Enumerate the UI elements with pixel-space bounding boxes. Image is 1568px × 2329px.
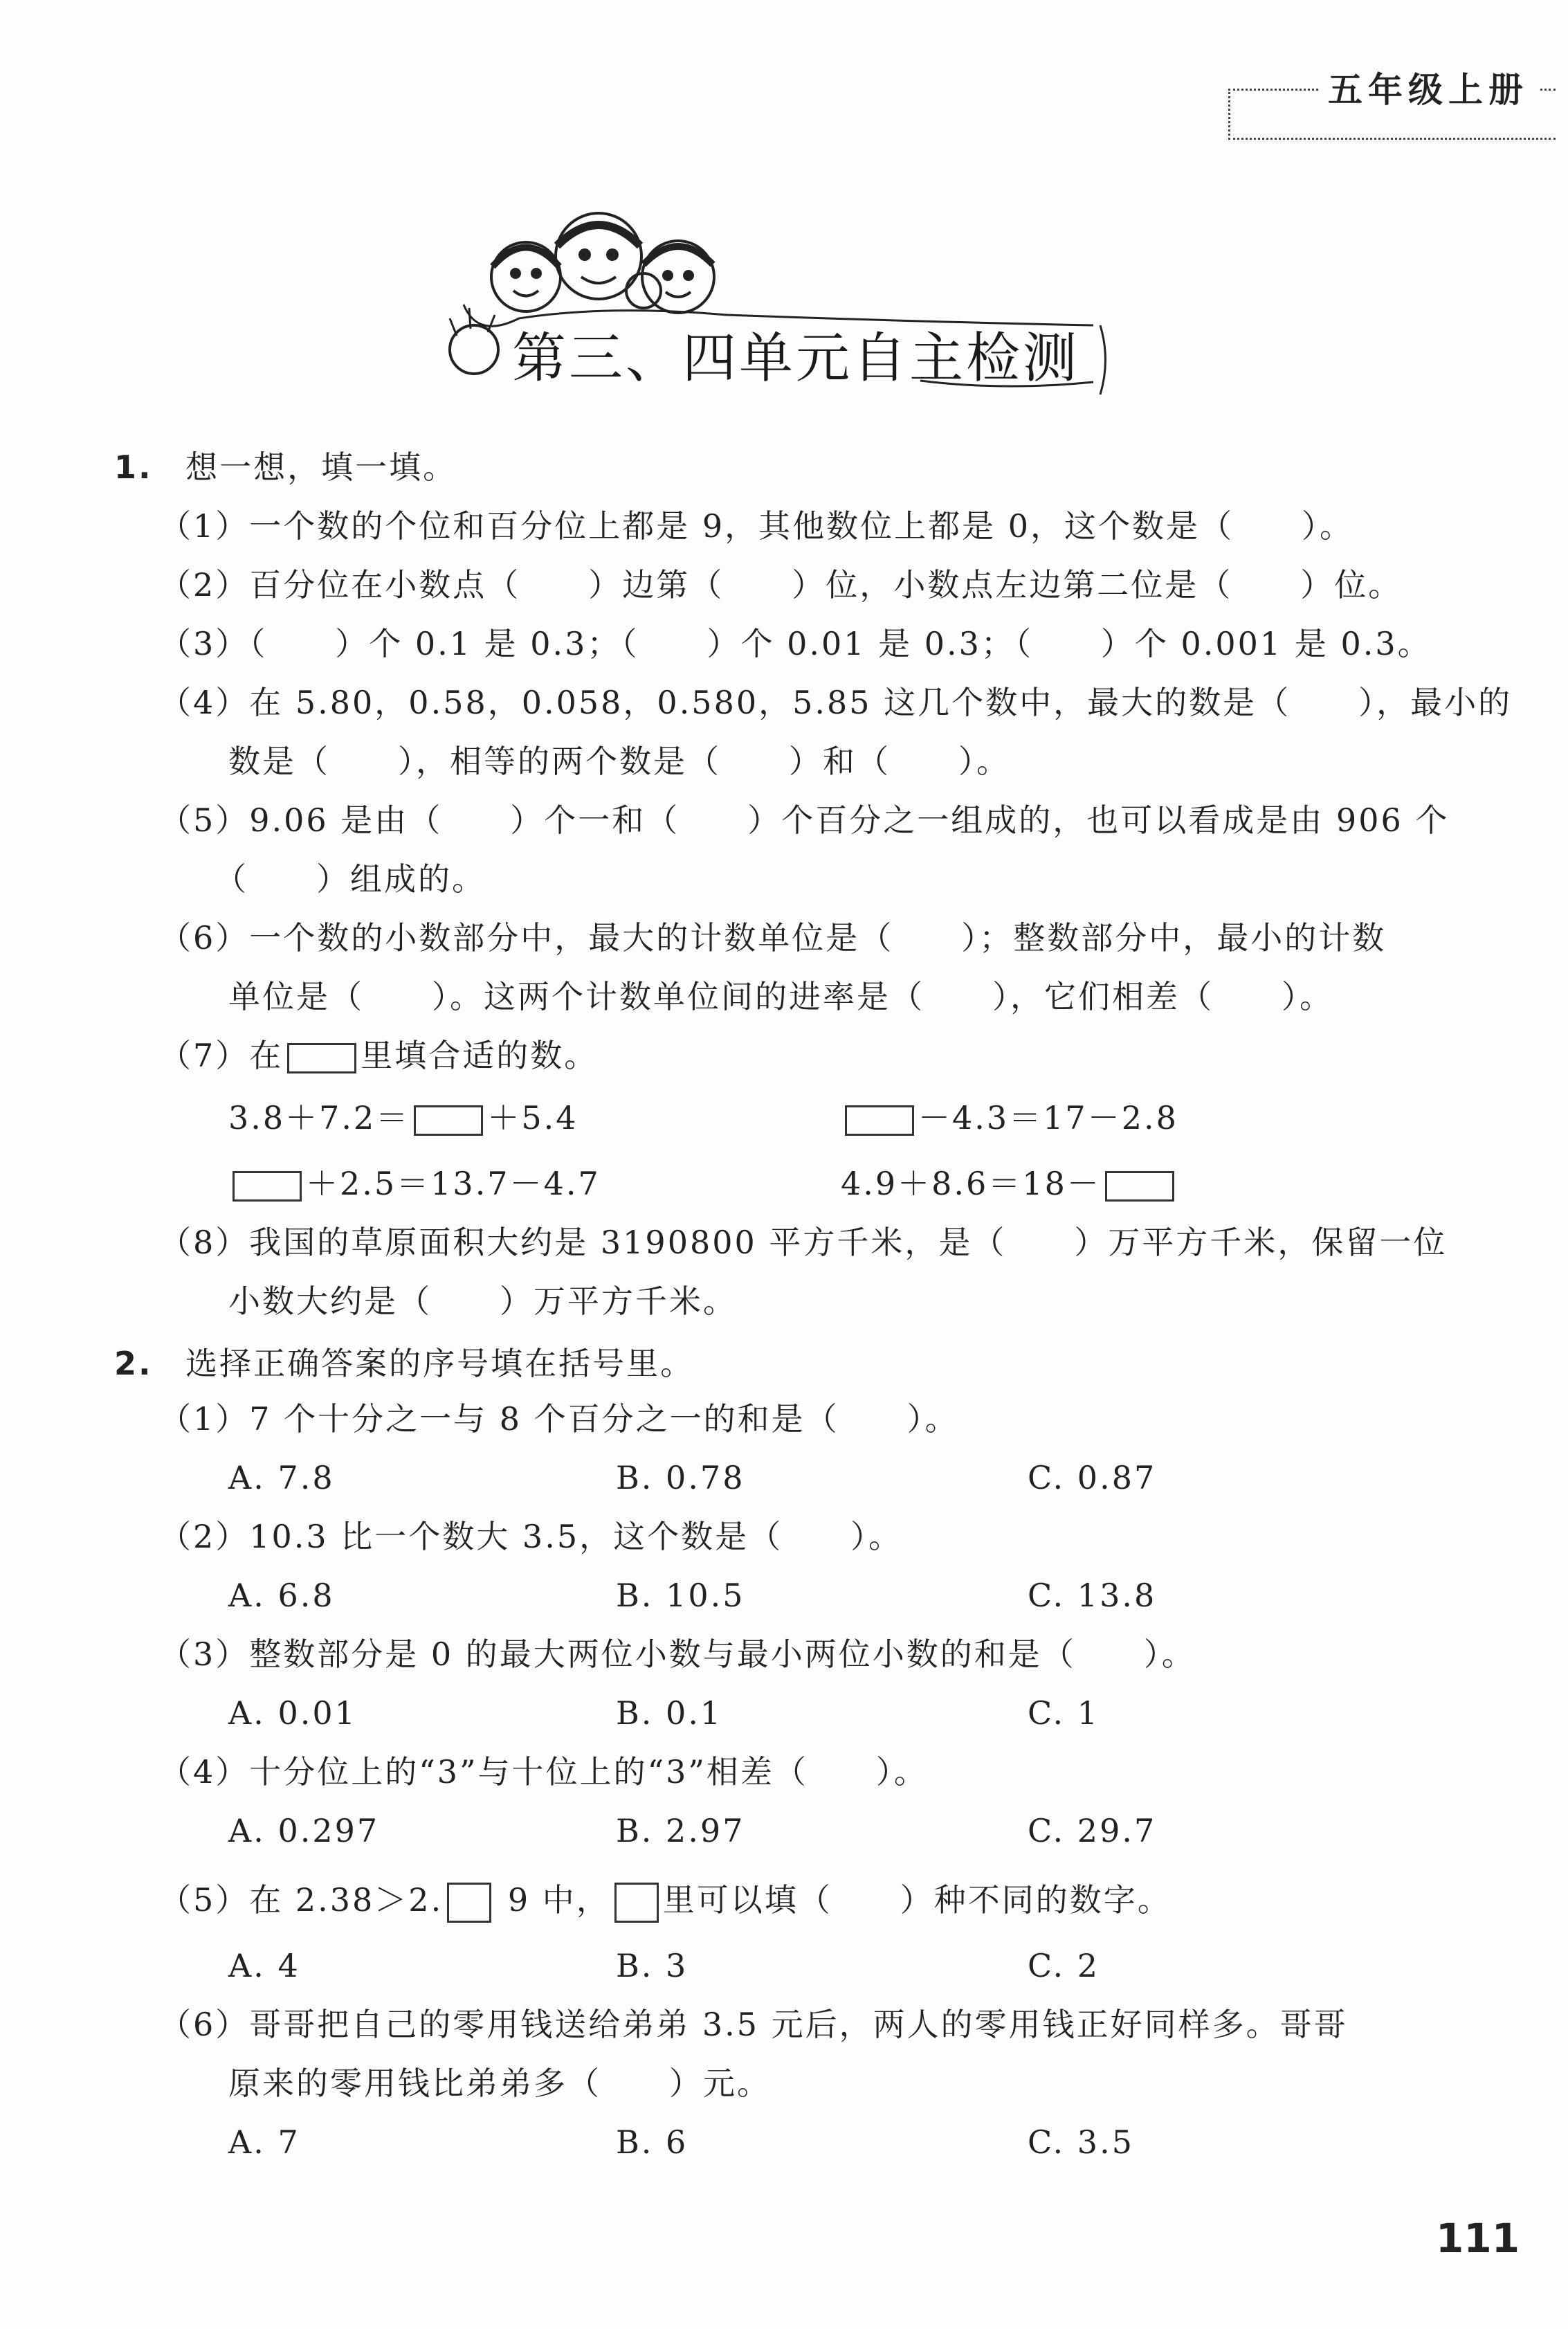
q1-part7-pre: （7）在 <box>159 1037 284 1074</box>
q2-item4-option-c: C. 29.7 <box>1028 1812 1157 1849</box>
answer-box[interactable] <box>845 1105 914 1136</box>
q1-part7 <box>159 1035 598 1076</box>
page-number: 111 <box>1436 2215 1520 2262</box>
q1-text: 想一想，填一填。 <box>185 448 457 486</box>
q1-part7-post: 里填合适的数。 <box>361 1037 599 1074</box>
q2-item1-question: （1）7 个十分之一与 8 个百分之一的和是（ ）。 <box>159 1400 959 1438</box>
answer-box[interactable] <box>233 1171 302 1202</box>
q1-part6-line2: 单位是（ ）。这两个计数单位间的进率是（ ），它们相差（ ）。 <box>228 978 1333 1015</box>
equation-1-post: ＋5.4 <box>487 1099 578 1136</box>
q2-item3-option-b: B. 0.1 <box>616 1694 723 1732</box>
q1-part1: （1）一个数的个位和百分位上都是 9，其他数位上都是 0，这个数是（ ）。 <box>159 507 1354 545</box>
q2-item2-question: （2）10.3 比一个数大 3.5，这个数是（ ）。 <box>159 1518 903 1555</box>
q2-item3-option-c: C. 1 <box>1028 1694 1100 1732</box>
equation-4-pre: 4.9＋8.6＝18－ <box>841 1165 1101 1202</box>
q2-item5-option-b: B. 3 <box>616 1947 689 1984</box>
q2-item5-pre: （5）在 2.38＞2. <box>159 1881 444 1919</box>
q2-item5-option-c: C. 2 <box>1028 1947 1100 1984</box>
q1-part3: （3）（ ）个 0.1 是 0.3；（ ）个 0.01 是 0.3；（ ）个 0.001 是 0.3。 <box>159 625 1432 662</box>
q2-item5-option-a: A. 4 <box>228 1947 300 1984</box>
q2-item2-option-c: C. 13.8 <box>1028 1577 1157 1614</box>
q2-item5-mid: 9 中， <box>495 1881 610 1919</box>
q1-part5-line1: （5）9.06 是由（ ）个一和（ ）个百分之一组成的，也可以看成是由 906 个 <box>159 801 1450 839</box>
q2-item1-option-a: A. 7.8 <box>228 1459 335 1496</box>
q1-number: 1. <box>114 448 153 486</box>
q1-part4-line2: 数是（ ），相等的两个数是（ ）和（ ）。 <box>228 743 1010 780</box>
q2-item3-option-a: A. 0.01 <box>228 1694 357 1732</box>
q2-item5-post: 里可以填（ ）种不同的数字。 <box>662 1881 1172 1919</box>
q1-heading <box>114 446 457 488</box>
q2-heading <box>114 1343 694 1384</box>
q2-item4-option-a: A. 0.297 <box>228 1812 380 1849</box>
q2-item1-option-c: C. 0.87 <box>1028 1459 1157 1496</box>
q2-item2-option-a: A. 6.8 <box>228 1577 335 1614</box>
q2-item6-question-line1: （6）哥哥把自己的零用钱送给弟弟 3.5 元后，两人的零用钱正好同样多。哥哥 <box>159 2006 1348 2043</box>
q2-item1-option-b: B. 0.78 <box>616 1459 745 1496</box>
q2-item3-question: （3）整数部分是 0 的最大两位小数与最小两位小数的和是（ ）。 <box>159 1635 1196 1673</box>
q2-item6-option-a: A. 7 <box>228 2123 300 2161</box>
equation-2-post: －4.3＝17－2.8 <box>918 1099 1178 1136</box>
q2-item2-option-b: B. 10.5 <box>616 1577 745 1614</box>
q1-part4-line1: （4）在 5.80，0.58，0.058，0.580，5.85 这几个数中，最大的数是（ ），最小的 <box>159 684 1513 721</box>
answer-box[interactable] <box>414 1105 483 1136</box>
answer-box[interactable] <box>447 1883 491 1923</box>
q2-item6-option-c: C. 3.5 <box>1028 2123 1134 2161</box>
equation-3-post: ＋2.5＝13.7－4.7 <box>306 1165 601 1202</box>
q2-text: 选择正确答案的序号填在括号里。 <box>185 1345 695 1382</box>
q1-part8-line1: （8）我国的草原面积大约是 3190800 平方千米，是（ ）万平方千米，保留一位 <box>159 1224 1448 1261</box>
equation-1-pre: 3.8＋7.2＝ <box>228 1099 410 1136</box>
equation-1 <box>228 1097 578 1139</box>
q2-item4-option-b: B. 2.97 <box>616 1812 745 1849</box>
q2-item6-option-b: B. 6 <box>616 2123 689 2161</box>
q2-item5-question <box>159 1879 1172 1923</box>
equation-4 <box>841 1163 1178 1204</box>
q1-part6-line1: （6）一个数的小数部分中，最大的计数单位是（ ）；整数部分中，最小的计数 <box>159 919 1387 957</box>
equation-2 <box>841 1097 1178 1139</box>
q2-number: 2. <box>114 1345 153 1382</box>
grade-label: 五年级上册 <box>1318 62 1538 112</box>
q1-part5-line2: （ ）组成的。 <box>215 860 486 898</box>
equation-3 <box>228 1163 601 1204</box>
q2-item6-question-line2: 原来的零用钱比弟弟多（ ）元。 <box>228 2065 771 2102</box>
q1-part2: （2）百分位在小数点（ ）边第（ ）位，小数点左边第二位是（ ）位。 <box>159 566 1403 604</box>
answer-box[interactable] <box>1105 1171 1174 1202</box>
page-title: 第三、四单元自主检测 <box>512 327 1080 390</box>
q1-part8-line2: 小数大约是（ ）万平方千米。 <box>228 1283 737 1320</box>
q2-item4-question: （4）十分位上的“3”与十位上的“3”相差（ ）。 <box>159 1753 928 1791</box>
answer-box[interactable] <box>614 1883 659 1923</box>
answer-box[interactable] <box>287 1043 356 1073</box>
